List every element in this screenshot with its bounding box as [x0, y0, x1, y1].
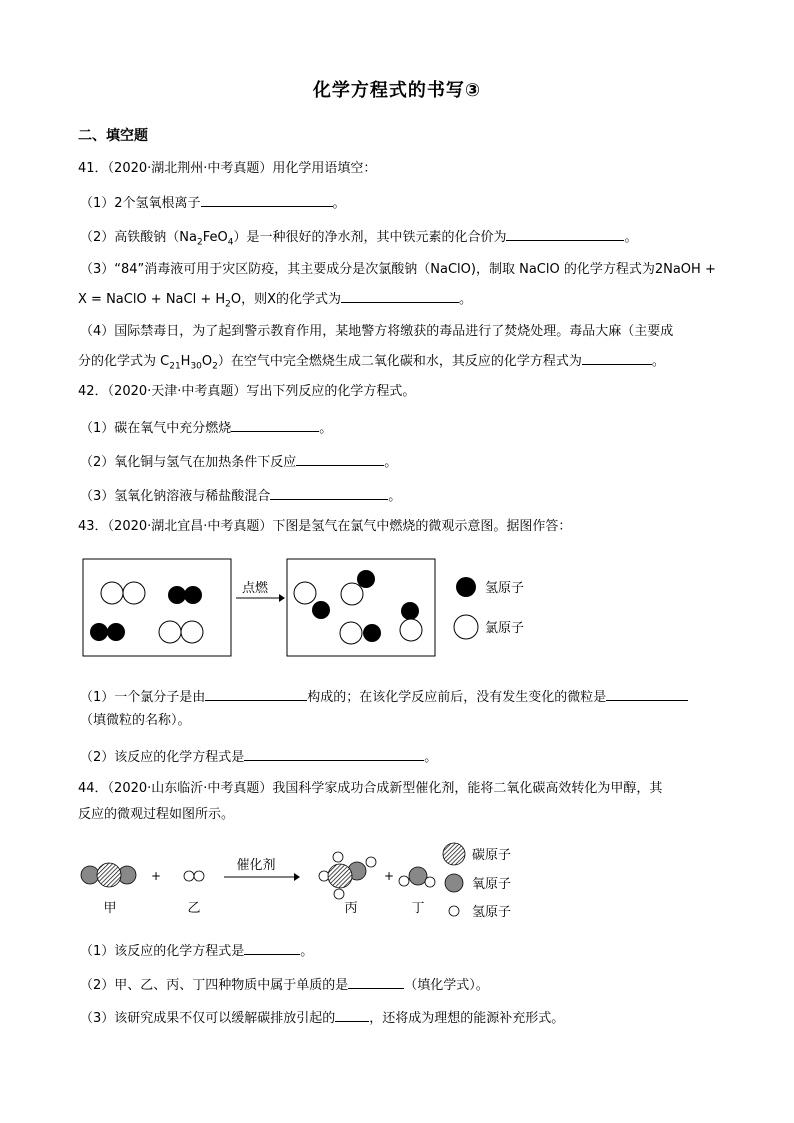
q44-stem-line1: 44．（2020·山东临沂·中考真题）我国科学家成功合成新型催化剂，能将二氧化碳高效转化为甲醇，其 — [78, 781, 663, 796]
q43-p2-blank[interactable] — [244, 746, 424, 761]
q43-part1-line2: （填微粒的名称）。 — [80, 713, 191, 728]
h-atom — [334, 889, 344, 899]
legend-h2-label: 氢原子 — [472, 905, 512, 920]
legend-h-label: 氢原子 — [485, 581, 525, 596]
q41-stem: 41．（2020·湖北荆州·中考真题）用化学用语填空： — [78, 161, 377, 176]
arrow-label: 点燃 — [241, 581, 269, 596]
h-atom — [363, 624, 381, 642]
h-atom — [312, 601, 330, 619]
legend-h-atom — [449, 906, 459, 916]
cl-atom — [123, 582, 145, 604]
q42-stem: 42．（2020·天津·中考真题）写出下列反应的化学方程式。 — [78, 384, 416, 399]
label-jia: 甲 — [103, 901, 117, 916]
q41-part1: （1）2个氢氧根离子 。 — [80, 192, 346, 213]
label-yi: 乙 — [187, 901, 201, 916]
legend-cl-label: 氯原子 — [485, 621, 525, 636]
q41-part4-line1: （4）国际禁毒日，为了起到警示教育作用，某地警方将缴获的毒品进行了焚烧处理。毒品大麻（主要成 — [80, 324, 674, 339]
q44-part1: （1）该反应的化学方程式是 。 — [80, 940, 313, 961]
q43-part2: （2）该反应的化学方程式是 。 — [80, 746, 437, 767]
q43-p1-blank2[interactable] — [606, 686, 688, 701]
h-atom — [399, 876, 409, 886]
h-atom — [401, 602, 419, 620]
q44-p2-blank[interactable] — [348, 974, 404, 989]
catalyst-label: 催化剂 — [236, 858, 276, 873]
o-atom — [409, 867, 427, 885]
h-atom — [319, 871, 329, 881]
h-atom — [184, 586, 202, 604]
arrow-head — [294, 873, 300, 881]
q41-part4-line2: 分的化学式为 $C_{21}H_{30}O_2$）在空气中完全燃烧生成二氧化碳和水，其反应的化学方程式为 。 — [78, 350, 665, 376]
h-atom — [366, 857, 376, 867]
h-atom — [194, 871, 204, 881]
cl-atom — [101, 582, 123, 604]
legend-cl-atom — [454, 615, 478, 639]
reactants-box — [83, 559, 231, 656]
q43-stem: 43．（2020·湖北宜昌·中考真题）下图是氢气在氯气中燃烧的微观示意图。据图作答： — [78, 519, 572, 534]
legend-h-atom — [456, 577, 476, 597]
arrow-head — [279, 594, 285, 602]
h-atom — [357, 570, 375, 588]
q44-p3-blank[interactable] — [335, 1007, 369, 1022]
o-atom — [81, 866, 99, 884]
cl-atom — [294, 582, 316, 604]
legend-o-label: 氧原子 — [472, 877, 512, 892]
q44-stem-line2: 反应的微观过程如图所示。 — [78, 807, 235, 822]
plus-1: + — [150, 869, 162, 883]
q42-part3: （3）氢氧化钠溶液与稀盐酸混合 。 — [80, 485, 401, 506]
label-ding: 丁 — [411, 901, 425, 916]
cl-atom — [181, 621, 203, 643]
h-atom — [425, 877, 435, 887]
legend-c-label: 碳原子 — [472, 848, 512, 863]
q44-p1-blank[interactable] — [244, 940, 300, 955]
legend-c-atom — [443, 843, 465, 865]
c-atom — [97, 863, 121, 887]
cl-atom — [400, 619, 422, 641]
cl-atom — [340, 622, 362, 644]
q44-part3: （3）该研究成果不仅可以缓解碳排放引起的 ，还将成为理想的能源补充形式。 — [80, 1007, 564, 1028]
section-heading: 二、填空题 — [78, 128, 148, 144]
plus-2: + — [383, 869, 395, 883]
page-title: 化学方程式的书写③ — [312, 80, 482, 101]
q43-part1-line1: （1）一个氯分子是由 构成的；在该化学反应前后，没有发生变化的微粒是 — [80, 686, 688, 707]
h-atom — [333, 852, 343, 862]
h-atom — [107, 623, 125, 641]
q42-part1: （1）碳在氧气中充分燃烧 。 — [80, 417, 332, 438]
c-atom — [328, 864, 352, 888]
legend-o-atom — [445, 874, 463, 892]
h-atom — [168, 586, 186, 604]
h-atom — [184, 871, 194, 881]
q41-part3-line1: （3）“84”消毒液可用于灾区防疫，其主要成分是次氯酸钠（NaClO)，制取 NaClO 的化学方程式为2NaOH + — [80, 262, 716, 277]
cl-atom — [341, 583, 363, 605]
q41-part3-line2: X = NaClO + NaCl + $H_2O$，则X的化学式为 。 — [78, 288, 472, 314]
q43-p1-blank1[interactable] — [205, 686, 307, 701]
q44-part2: （2）甲、乙、丙、丁四种物质中属于单质的是 （填化学式）。 — [80, 974, 489, 995]
label-bing: 丙 — [344, 901, 358, 916]
h-atom — [90, 623, 108, 641]
q42-part2: （2）氧化铜与氢气在加热条件下反应 。 — [80, 451, 397, 472]
q41-part2: （2）高铁酸钠$(Na_2FeO_4)$是一种很好的净水剂，其中铁元素的化合价为 。 — [80, 226, 637, 252]
cl-atom — [159, 621, 181, 643]
